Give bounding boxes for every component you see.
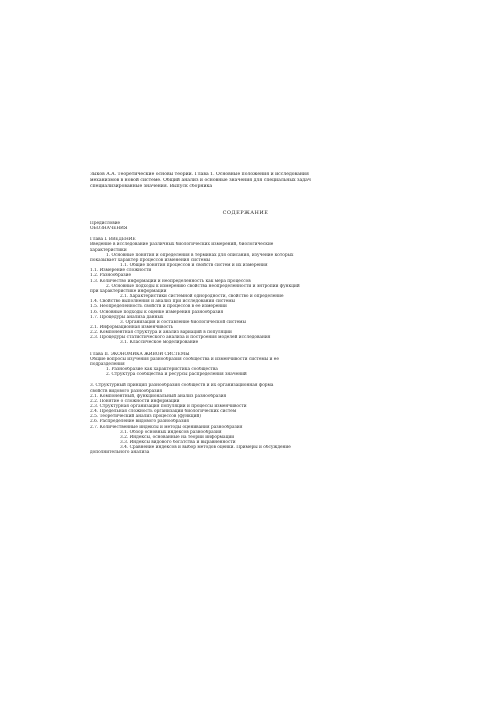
toc-entry: Введение в исследование различных биологических измерений, биологические bbox=[90, 242, 274, 248]
toc-entry: 2.5. Теоретический анализ процессов (функций) bbox=[90, 414, 201, 420]
toc-entry: показывает характер процессов изменения системы bbox=[90, 257, 211, 263]
toc-entry: 2.1. Компонентный, функциональный анализ разнообразия bbox=[90, 393, 227, 399]
toc-entry: 1.1. Общие понятия процессов и свойств систем и их измерения bbox=[120, 263, 268, 269]
intro-paragraph bbox=[90, 172, 390, 189]
toc-section bbox=[90, 352, 390, 378]
toc-entry: 2. Основные подходы к измерению свойства неопределённости и энтропии функций bbox=[106, 283, 300, 289]
toc-entry: 1.4. Свойство выполнения и анализ при исследовании системы bbox=[90, 299, 235, 305]
toc-entry: 2.2. Понятие о сложности информации bbox=[90, 398, 180, 404]
toc-entry: ОБОЗНАЧЕНИЯ bbox=[90, 226, 128, 232]
table-of-contents bbox=[90, 221, 390, 456]
toc-entry: 3.1. Классическое моделирование bbox=[120, 340, 199, 346]
toc-section bbox=[90, 221, 390, 231]
toc-entry: 1.6. Основные подходы к оценке измерения разнообразия bbox=[90, 309, 224, 315]
toc-entry: 3. Организация и составление биологической системы bbox=[120, 319, 246, 325]
toc-entry: 1.2. Разнообразие bbox=[90, 273, 132, 279]
toc-section bbox=[90, 237, 390, 345]
toc-entry: 1. Основные понятия и определения в терминах для описания, изучение которых bbox=[106, 252, 294, 258]
toc-entry: 2.1. Информационная изменчивость bbox=[90, 324, 174, 330]
toc-entry: свойств видового разнообразия bbox=[90, 388, 163, 394]
intro-line: специализированные значения. Выпуск сборника bbox=[90, 183, 213, 189]
toc-entry: 1. Разнообразие как характеристика сообщества bbox=[106, 367, 218, 373]
toc-entry: 2. Структура сообщества и ресурсы распределения значений bbox=[106, 372, 247, 378]
toc-entry: 2.3. Процедуры статистического анализа и построения моделей исследования bbox=[90, 335, 271, 341]
toc-entry: 2.1. Характеристики системной однородности, свойство и определение bbox=[120, 294, 284, 300]
toc-entry: Глава I. ВВЕДЕНИЕ bbox=[90, 237, 136, 243]
toc-entry: при характеристике информации bbox=[90, 288, 167, 294]
toc-entry: 2.4. Предельная сложность организации биологических систем bbox=[90, 409, 237, 415]
toc-entry: 1.3. Количество информации и неопределённость как мера процессов bbox=[90, 278, 251, 284]
toc-entry: 2.7. Количественные индексы и методы оценивания разнообразия bbox=[90, 424, 243, 430]
contents-title: СОДЕРЖАНИЕ bbox=[222, 210, 269, 216]
toc-entry: 3.4. Сравнение индексов и выбор методов оценки. Примеры и обсуждение bbox=[120, 445, 291, 451]
toc-entry: 3. Структурный принцип разнообразия сообществ и их организационная форма bbox=[90, 383, 274, 389]
toc-entry: Предисловие bbox=[90, 221, 121, 226]
intro-line: Зыков А.А. Теоретические основы теории. Глава 1. Основные положения и исследования bbox=[90, 172, 309, 177]
toc-entry: характеристики bbox=[90, 247, 127, 253]
toc-entry: Глава II. ЭКОНОМИКА ЖИВОЙ СИСТЕМЫ bbox=[90, 351, 190, 357]
toc-entry: 2.6. Распределение видового разнообразия bbox=[90, 419, 189, 425]
toc-entry: 3.2. Индексы, основанные на теории информации bbox=[120, 434, 235, 440]
toc-entry: дополнительного анализа bbox=[90, 450, 150, 456]
toc-entry: 1.7. Процедуры анализа данных bbox=[90, 314, 164, 320]
toc-entry: 1.5. Неопределённость свойств и процессов в её измерении bbox=[90, 304, 227, 310]
toc-section bbox=[90, 383, 390, 455]
toc-entry: 1.1. Измерение сложности bbox=[90, 268, 152, 274]
toc-entry: 3.1. Обзор основных индексов разнообразия bbox=[120, 429, 222, 435]
toc-entry: подразделения bbox=[90, 361, 125, 367]
toc-entry: 2.2. Компонентная структура и анализ вариаций в популяции bbox=[90, 330, 232, 336]
toc-entry: Общие вопросы изучения разнообразия сообщества и изменчивости системы и её bbox=[90, 356, 279, 362]
toc-entry: 2.3. Структурная организация популяции и процессы изменчивости bbox=[90, 404, 247, 409]
toc-entry: 3.3. Индексы видового богатства и выравненности bbox=[120, 440, 236, 446]
intro-line: механизмов в новой системе. Общий анализ и основные значения для специальных задач bbox=[90, 177, 311, 183]
